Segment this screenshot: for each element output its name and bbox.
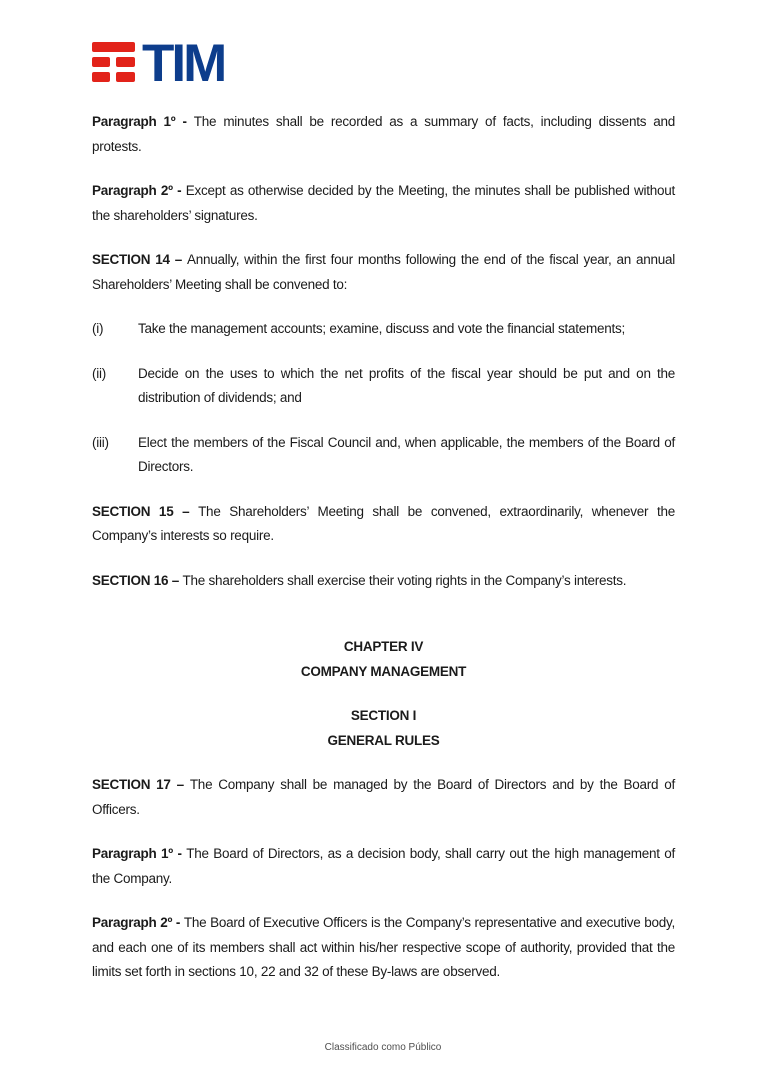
list-text: Elect the members of the Fiscal Council and, when applicable, the members of the Board of Directors. bbox=[138, 434, 675, 474]
paragraph-text: Except as otherwise decided by the Meeting, the minutes shall be published without the shareholders’ signatures. bbox=[92, 183, 676, 223]
section-label: SECTION 14 – bbox=[92, 252, 187, 267]
section-15 bbox=[92, 500, 675, 549]
section-text: The Company shall be managed by the Board of Directors and by the Board of Officers. bbox=[92, 777, 675, 817]
section-heading-title: SECTION I bbox=[350, 708, 417, 723]
chapter-heading bbox=[92, 635, 675, 684]
section-text: Annually, within the first four months following the end of the fiscal year, an annual Shareholders’ Meeting shall be convened to: bbox=[92, 252, 675, 292]
tim-logo-bars-icon bbox=[92, 42, 135, 85]
list-marker: (ii) bbox=[92, 365, 106, 381]
logo-bar bbox=[92, 57, 110, 67]
logo-bar-row bbox=[92, 57, 135, 67]
chapter-subtitle: COMPANY MANAGEMENT bbox=[300, 663, 467, 679]
section-14 bbox=[92, 248, 675, 297]
list-marker: (i) bbox=[92, 321, 104, 336]
list-item-iii bbox=[92, 431, 675, 480]
paragraph-2 bbox=[92, 179, 675, 228]
chapter-title: CHAPTER IV bbox=[343, 639, 424, 654]
classification-footer: Classificado como Público bbox=[324, 1042, 442, 1053]
paragraph-label: Paragraph 2º - bbox=[92, 183, 186, 198]
paragraph-1 bbox=[92, 110, 675, 159]
paragraph-label: Paragraph 1º - bbox=[92, 114, 194, 129]
section-17 bbox=[92, 773, 675, 822]
tim-logo-wordmark: TIM bbox=[142, 34, 225, 93]
paragraph-label: Paragraph 1º - bbox=[92, 846, 187, 861]
list-text: Decide on the uses to which the net profits of the fiscal year should be put and on the distribution of dividends; and bbox=[138, 365, 675, 405]
list-text: Take the management accounts; examine, discuss and vote the financial statements; bbox=[138, 321, 626, 336]
paragraph-1-ch4 bbox=[92, 842, 675, 891]
tim-logo bbox=[92, 34, 225, 93]
paragraph-text: The Board of Executive Officers is the Company’s representative and executive body, and each one of its members shall act within his/her respective scope of authority, provided that the limits set forth in sections 10, 22 and 32 of these By-laws are observed. bbox=[92, 915, 675, 979]
logo-bar-row bbox=[92, 42, 135, 52]
section-heading bbox=[92, 704, 675, 753]
logo-bar bbox=[92, 72, 110, 82]
list-item-ii bbox=[92, 362, 675, 411]
paragraph-text: The Board of Directors, as a decision body, shall carry out the high management of the Company. bbox=[92, 846, 675, 886]
paragraph-label: Paragraph 2º - bbox=[92, 915, 184, 930]
paragraph-2-ch4 bbox=[92, 911, 675, 985]
logo-bar bbox=[116, 72, 135, 82]
logo-bar-row bbox=[92, 72, 135, 82]
section-label: SECTION 17 – bbox=[92, 777, 190, 792]
section-text: The Shareholders’ Meeting shall be convened, extraordinarily, whenever the Company’s interests so require. bbox=[92, 503, 675, 543]
document-content bbox=[92, 110, 675, 1005]
section-text: The shareholders shall exercise their voting rights in the Company’s interests. bbox=[182, 572, 627, 588]
list-marker: (iii) bbox=[92, 434, 109, 450]
list-item-i bbox=[92, 317, 675, 342]
logo-bar bbox=[92, 42, 135, 52]
section-16 bbox=[92, 569, 675, 594]
section-label: SECTION 15 – bbox=[92, 503, 199, 519]
paragraph-text: The minutes shall be recorded as a summary of facts, including dissents and protests. bbox=[92, 114, 675, 154]
section-label: SECTION 16 – bbox=[92, 572, 183, 588]
section-heading-subtitle: GENERAL RULES bbox=[327, 732, 440, 748]
logo-bar bbox=[116, 57, 135, 67]
